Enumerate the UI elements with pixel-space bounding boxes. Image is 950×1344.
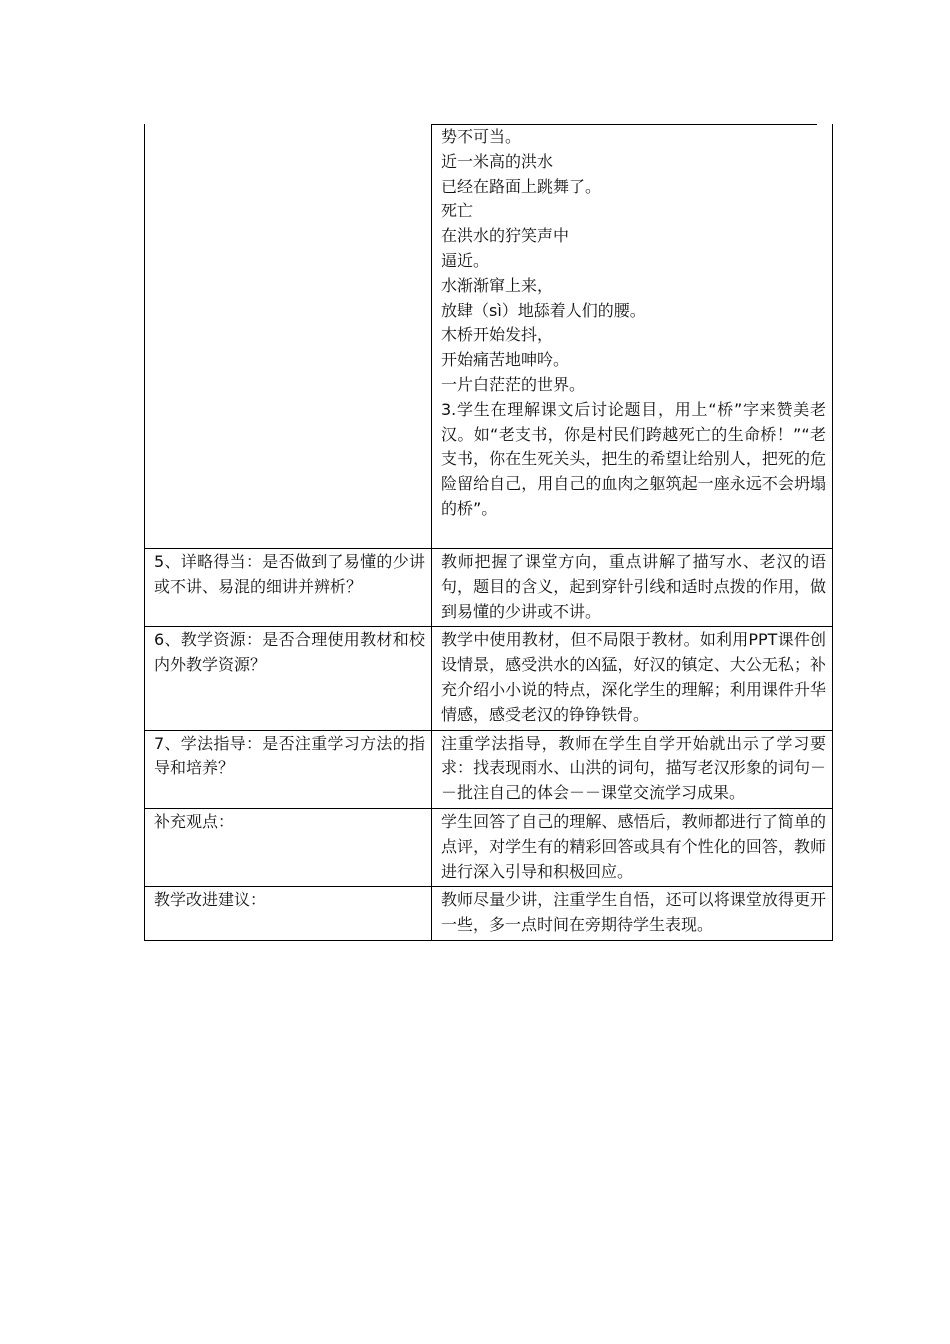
poem-line: 近一米高的洪水 — [441, 151, 554, 171]
poem-line: 在洪水的狞笑声中 — [441, 226, 570, 246]
poem-line: 死亡 — [441, 201, 474, 221]
observation-cell: 教学中使用教材，但不局限于教材。如利用PPT课件创设情景，感受洪水的凶猛，好汉的镇定、大公无私；补充介绍小小说的特点，深化学生的理解；利用课件升华情感，感受老汉的铮铮铁骨。 — [432, 627, 833, 730]
criterion-cell: 教学改进建议： — [145, 887, 432, 941]
observation-cell-continuation — [432, 124, 833, 549]
poem-line: 势不可当。 — [441, 127, 522, 146]
poem-line: 一片白茫茫的世界。 — [441, 374, 586, 394]
evaluation-table — [144, 124, 833, 941]
criterion-cell: 补充观点： — [145, 808, 432, 886]
observation-cell: 注重学法指导，教师在学生自学开始就出示了学习要求：找表现雨水、山洪的词句，描写老汉形象的词句－－批注自己的体会－－课堂交流学习成果。 — [432, 730, 833, 808]
poem-line: 木桥开始发抖， — [441, 325, 554, 345]
table-row — [145, 808, 833, 886]
table-row — [145, 549, 833, 627]
point-3-text: 3.学生在理解课文后讨论题目，用上“桥”字来赞美老汉。如“老支书，你是村民们跨越死亡的生命桥！”“老支书，你在生死关头，把生的希望让给别人，把死的危险留给自己，用自己的血肉之躯筑起一座永远不会坍塌的桥”。 — [441, 399, 826, 518]
observation-cell: 教师尽量少讲，注重学生自悟，还可以将课堂放得更开一些，多一点时间在旁期待学生表现。 — [432, 887, 833, 941]
table-row-continuation — [145, 124, 833, 549]
observation-cell: 学生回答了自己的理解、感悟后，教师都进行了简单的点评，对学生有的精彩回答或具有个性化的回答，教师进行深入引导和积极回应。 — [432, 808, 833, 886]
poem-line: 已经在路面上跳舞了。 — [441, 176, 602, 196]
poem-line: 逼近。 — [441, 250, 490, 270]
poem-line: 开始痛苦地呻吟。 — [441, 350, 570, 370]
criterion-cell-empty — [145, 124, 432, 549]
table-row — [145, 730, 833, 808]
poem-line: 水渐渐窜上来， — [441, 275, 554, 295]
criterion-cell: 6、教学资源：是否合理使用教材和校内外教学资源？ — [145, 627, 432, 730]
observation-cell: 教师把握了课堂方向，重点讲解了描写水、老汉的语句，题目的含义，起到穿针引线和适时点拨的作用，做到易懂的少讲或不讲。 — [432, 549, 833, 627]
poem-line: 放肆（sì）地舔着人们的腰。 — [441, 300, 646, 320]
table-row — [145, 627, 833, 730]
criterion-cell: 5、详略得当：是否做到了易懂的少讲或不讲、易混的细讲并辨析？ — [145, 549, 432, 627]
criterion-cell: 7、学法指导：是否注重学习方法的指导和培养？ — [145, 730, 432, 808]
table-row — [145, 887, 833, 941]
